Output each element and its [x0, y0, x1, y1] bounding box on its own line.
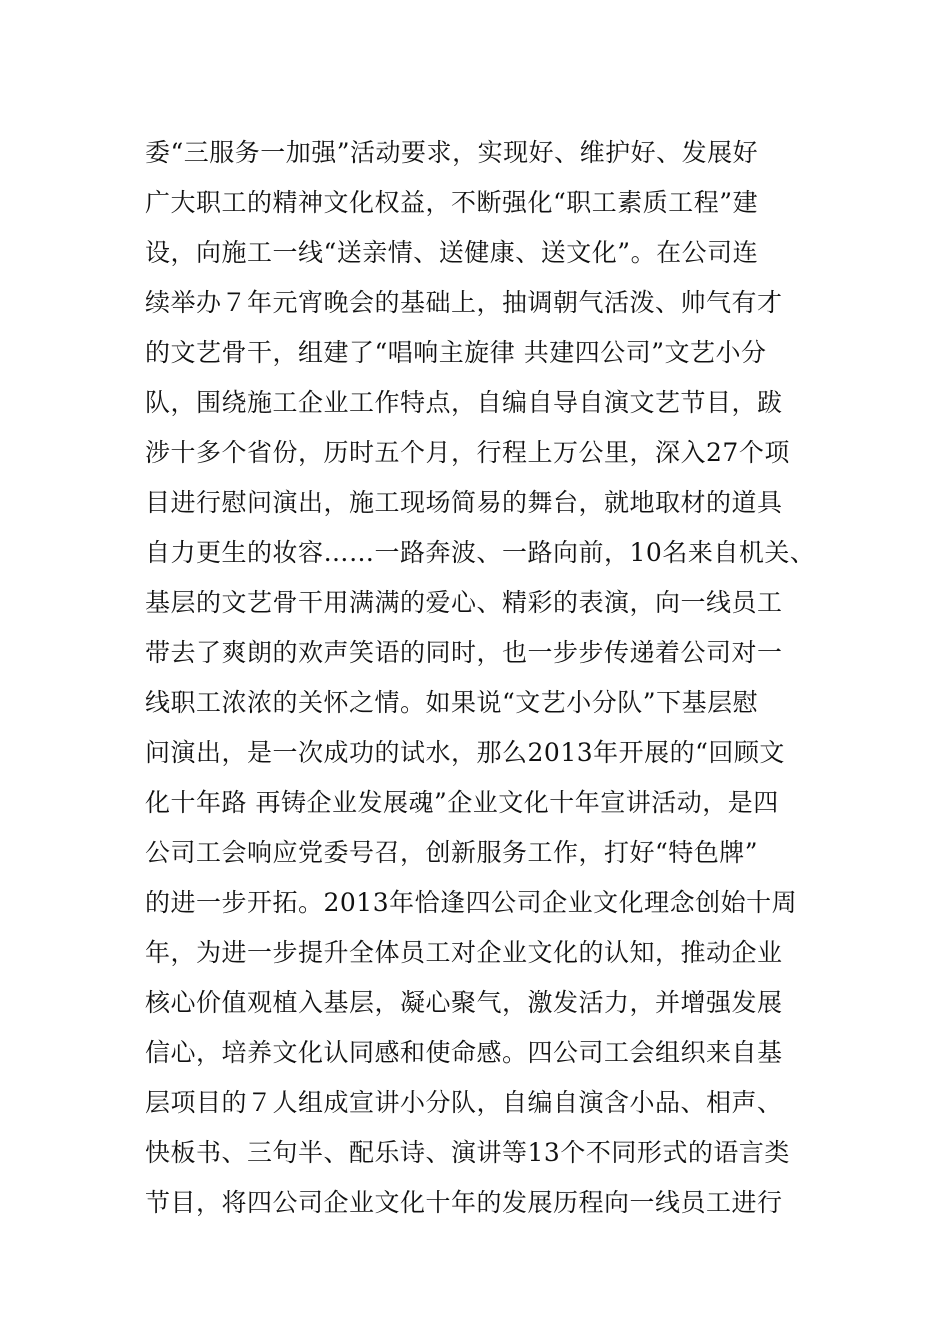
text-line-8: 目进行慰问演出，施工现场简易的舞台，就地取材的道具	[145, 488, 783, 517]
text-line-1: 委“三服务一加强”活动要求，实现好、维护好、发展好	[145, 138, 759, 167]
text-line-3: 设，向施工一线“送亲情、送健康、送文化”。在公司连	[145, 238, 759, 267]
text-line-16: 的进一步开拓。2013年恰逢四公司企业文化理念创始十周	[145, 888, 798, 917]
text-line-10: 基层的文艺骨干用满满的爱心、精彩的表演，向一线员工	[145, 588, 783, 617]
text-line-6: 队，围绕施工企业工作特点，自编自导自演文艺节目，跋	[145, 388, 783, 417]
text-line-20: 层项目的７人组成宣讲小分队，自编自演含小品、相声、	[145, 1088, 783, 1117]
text-line-9: 自力更生的妆容……一路奔波、一路向前，10名来自机关、	[145, 538, 816, 567]
text-line-7: 涉十多个省份，历时五个月，行程上万公里，深入27个项	[145, 438, 790, 467]
body-text	[145, 128, 835, 1228]
text-line-11: 带去了爽朗的欢声笑语的同时，也一步步传递着公司对一	[145, 638, 783, 667]
text-line-22: 节目，将四公司企业文化十年的发展历程向一线员工进行	[145, 1188, 783, 1217]
text-line-18: 核心价值观植入基层，凝心聚气，激发活力，并增强发展	[145, 988, 783, 1017]
text-line-2: 广大职工的精神文化权益，不断强化“职工素质工程”建	[145, 188, 759, 217]
text-line-13: 问演出，是一次成功的试水，那么2013年开展的“回顾文	[145, 738, 785, 767]
text-line-21: 快板书、三句半、配乐诗、演讲等13个不同形式的语言类	[145, 1138, 790, 1167]
text-line-17: 年，为进一步提升全体员工对企业文化的认知，推动企业	[145, 938, 783, 967]
text-line-14: 化十年路 再铸企业发展魂”企业文化十年宣讲活动，是四	[145, 788, 779, 817]
text-line-15: 公司工会响应党委号召，创新服务工作，打好“特色牌”	[145, 838, 759, 867]
text-line-4: 续举办７年元宵晚会的基础上，抽调朝气活泼、帅气有才	[145, 288, 783, 317]
text-line-12: 线职工浓浓的关怀之情。如果说“文艺小分队”下基层慰	[145, 688, 759, 717]
text-line-5: 的文艺骨干，组建了“唱响主旋律 共建四公司”文艺小分	[145, 338, 767, 367]
text-line-19: 信心，培养文化认同感和使命感。四公司工会组织来自基	[145, 1038, 783, 1067]
